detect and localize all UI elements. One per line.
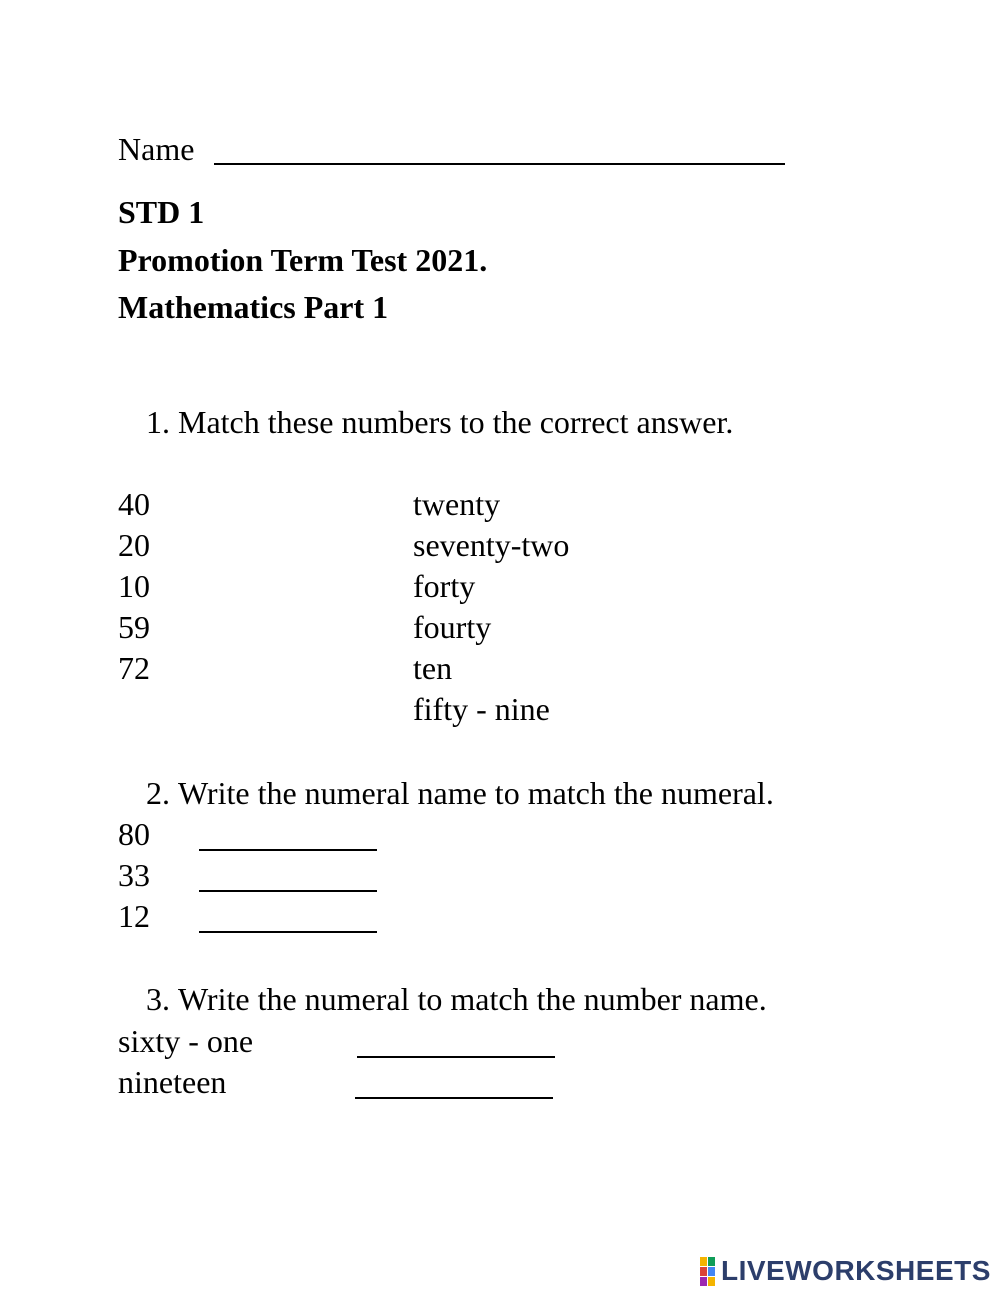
name-label: Name (118, 131, 195, 167)
liveworksheets-icon (700, 1257, 715, 1286)
q2-number: 2. (146, 775, 170, 811)
q3-item-1: sixty - one (118, 1023, 254, 1059)
q1-prompt: Match these numbers to the correct answer. (178, 404, 734, 440)
q2-answer-blank-3[interactable] (199, 931, 377, 933)
q3-prompt: Write the numeral to match the number name. (178, 981, 767, 1017)
q1-number-3: 10 (118, 568, 150, 604)
q1-number: 1. (146, 404, 170, 440)
q2-item-1: 80 (118, 816, 150, 852)
q3-answer-blank-1[interactable] (357, 1056, 555, 1058)
subject-heading: Mathematics Part 1 (118, 289, 389, 325)
q1-word-5[interactable]: ten (413, 650, 453, 686)
q2-prompt: Write the numeral name to match the numeral. (178, 775, 774, 811)
q2-answer-blank-2[interactable] (199, 890, 377, 892)
q1-word-4[interactable]: fourty (413, 609, 492, 645)
test-title: Promotion Term Test 2021. (118, 242, 488, 278)
q1-number-1: 40 (118, 486, 150, 522)
q1-word-3[interactable]: forty (413, 568, 476, 604)
q1-word-1[interactable]: twenty (413, 486, 501, 522)
liveworksheets-logo (700, 1256, 991, 1286)
q1-word-6[interactable]: fifty - nine (413, 691, 550, 727)
q3-item-2: nineteen (118, 1064, 227, 1100)
q2-answer-blank-1[interactable] (199, 849, 377, 851)
q1-number-2: 20 (118, 527, 150, 563)
q1-word-2[interactable]: seventy-two (413, 527, 570, 563)
q3-answer-blank-2[interactable] (355, 1097, 553, 1099)
q1-number-4: 59 (118, 609, 150, 645)
q1-number-5: 72 (118, 650, 150, 686)
q2-item-2: 33 (118, 857, 150, 893)
q2-item-3: 12 (118, 898, 150, 934)
liveworksheets-brand-text: LIVEWORKSHEETS (721, 1255, 991, 1286)
std-heading: STD 1 (118, 194, 205, 230)
q3-number: 3. (146, 981, 170, 1017)
name-blank[interactable] (214, 163, 785, 165)
